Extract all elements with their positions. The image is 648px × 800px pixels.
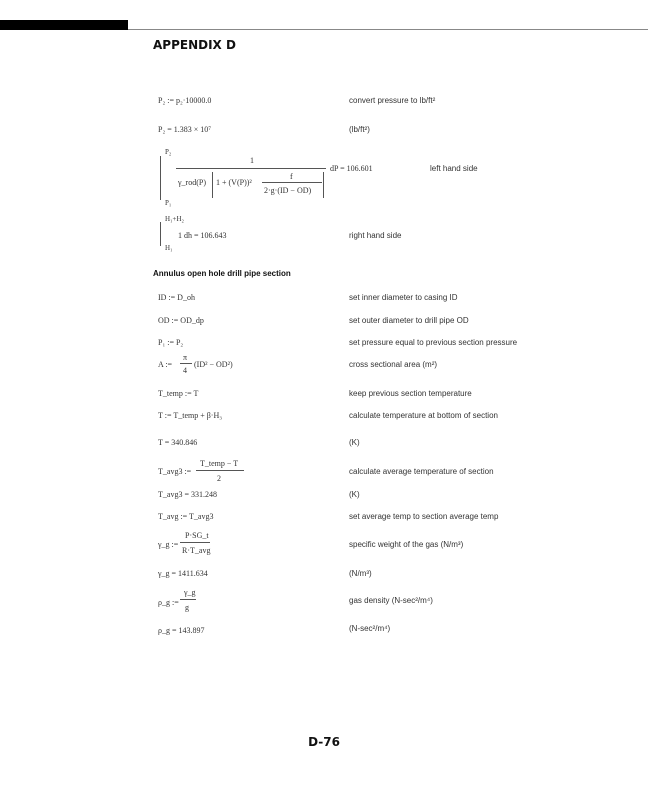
eq-set-avg-temp: T_avg := T_avg3 xyxy=(158,512,214,521)
desc-set-pressure: set pressure equal to previous section pressure xyxy=(349,338,518,347)
desc-tavg3-units: (K) xyxy=(349,490,360,499)
result-p2: P₂ = 1.383 × 10⁷ xyxy=(158,125,212,134)
desc-right-hand-side: right hand side xyxy=(349,231,402,240)
int2-upper-limit: H₁+H₂ xyxy=(165,215,184,223)
sw-num: P·SG_t xyxy=(185,531,209,540)
sw-lhs: γ_g := xyxy=(158,540,179,549)
avg-temp-den: 2 xyxy=(217,474,221,483)
desc-avg-temp: calculate average temperature of section xyxy=(349,467,494,476)
int1-inner-den: 2·g·(ID − OD) xyxy=(264,186,312,195)
eq-set-pressure: P₁ := P₂ xyxy=(158,338,184,347)
int1-result: dP = 106.601 xyxy=(330,164,373,173)
int1-numerator: 1 xyxy=(250,156,254,165)
gd-den: g xyxy=(185,603,189,612)
eq-keep-temp: T_temp := T xyxy=(158,389,199,398)
desc-area: cross sectional area (m²) xyxy=(349,360,438,369)
header-bar xyxy=(0,20,128,30)
avg-temp-lhs: T_avg3 := xyxy=(158,467,192,476)
avg-temp-bar xyxy=(196,470,244,471)
result-t: T = 340.846 xyxy=(158,438,198,447)
result-tavg3: T_avg3 = 331.248 xyxy=(158,490,217,499)
section-heading: Annulus open hole drill pipe section xyxy=(153,269,291,278)
eq-bottom-temp: T := T_temp + β·H₃ xyxy=(158,411,223,420)
int1-den-gamma: γ_rod(P) xyxy=(178,178,206,187)
desc-set-id: set inner diameter to casing ID xyxy=(349,293,458,302)
page-number: D-76 xyxy=(308,735,340,749)
eq-set-id: ID := D_oh xyxy=(158,293,195,302)
int1-lower-limit: P₁ xyxy=(165,199,172,207)
desc-set-od: set outer diameter to drill pipe OD xyxy=(349,316,469,325)
area-frac-den: 4 xyxy=(183,366,187,375)
desc-bottom-temp: calculate temperature at bottom of section xyxy=(349,411,498,420)
result-gamma: γ_g = 1411.634 xyxy=(158,569,208,578)
desc-t-units: (K) xyxy=(349,438,360,447)
desc-gas-density: gas density (N-sec²/m⁴) xyxy=(349,596,433,605)
sw-den: R·T_avg xyxy=(182,546,211,555)
eq-set-od: OD := OD_dp xyxy=(158,316,204,325)
area-lhs: A := xyxy=(158,360,173,369)
int1-upper-limit: P₂ xyxy=(165,148,172,156)
int2-lower-limit: H₁ xyxy=(165,244,173,252)
int1-inner-num: f xyxy=(290,172,293,181)
int1-integral-sign xyxy=(160,156,161,200)
int1-inner-bar xyxy=(262,182,322,183)
int1-right-bracket xyxy=(323,172,324,198)
sw-bar xyxy=(180,542,210,543)
desc-left-hand-side: left hand side xyxy=(430,164,478,173)
gd-lhs: ρ_g := xyxy=(158,598,179,607)
desc-set-avg-temp: set average temp to section average temp xyxy=(349,512,499,521)
desc-gamma-units: (N/m³) xyxy=(349,569,372,578)
gd-num: γ_g xyxy=(184,588,196,597)
eq-convert-pressure: P₂ := p₂·10000.0 xyxy=(158,96,212,105)
appendix-title: APPENDIX D xyxy=(153,38,236,52)
desc-p2-units: (lb/ft²) xyxy=(349,125,370,134)
desc-keep-temp: keep previous section temperature xyxy=(349,389,472,398)
int1-den-paren: 1 + (V(P))² xyxy=(216,178,252,187)
int1-fraction-bar xyxy=(176,168,326,169)
gd-bar xyxy=(180,599,196,600)
desc-rho-units: (N-sec²/m⁴) xyxy=(349,624,391,633)
desc-convert-pressure: convert pressure to lb/ft² xyxy=(349,96,436,105)
desc-specific-weight: specific weight of the gas (N/m³) xyxy=(349,540,464,549)
avg-temp-num: T_temp − T xyxy=(200,459,239,468)
result-rho: ρ_g = 143.897 xyxy=(158,626,205,635)
int1-left-bracket xyxy=(212,172,213,198)
area-rest: (ID² − OD²) xyxy=(194,360,233,369)
area-frac-bar xyxy=(180,363,192,364)
area-frac-num: π xyxy=(183,353,188,362)
int2-integral-sign xyxy=(160,222,161,246)
header-rule xyxy=(128,29,648,30)
int2-integrand: 1 dh = 106.643 xyxy=(178,231,227,240)
